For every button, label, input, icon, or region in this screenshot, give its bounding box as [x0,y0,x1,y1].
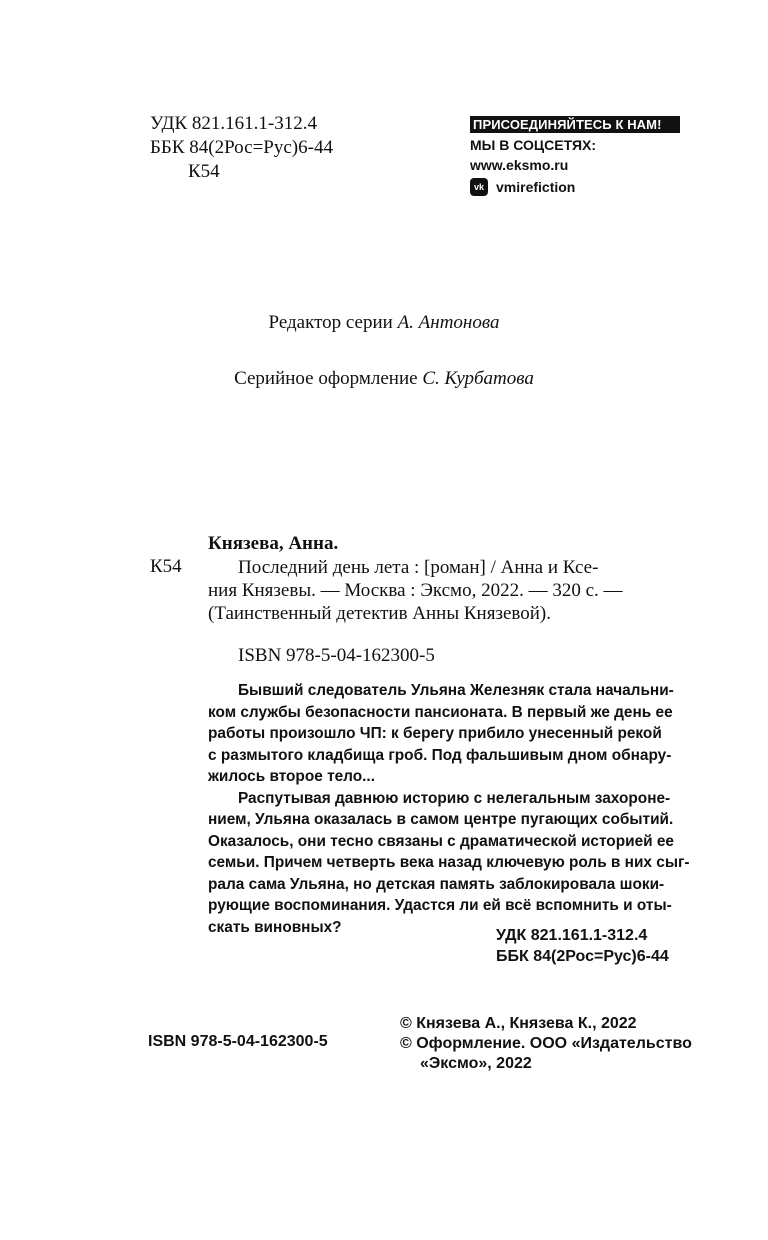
design-credit [0,368,768,390]
footer-udk: УДК 821.161.1-312.4 [496,927,648,944]
editor-label: Редактор серии [268,312,393,333]
biblio-description [208,556,672,625]
bbk-code: ББК 84(2Рос=Рус)6-44 [150,137,333,158]
vk-link[interactable] [470,178,680,196]
vk-icon: vk [470,178,488,196]
isbn-footer: ISBN 978-5-04-162300-5 [148,1033,328,1050]
copyright-line: © Оформление. ООО «Издательство [400,1035,692,1052]
copyright-line: © Князева А., Князева К., 2022 [400,1015,637,1032]
vk-handle: vmirefiction [496,179,576,195]
copyright-line: «Эксмо», 2022 [420,1055,532,1072]
footer-bbk: ББК 84(2Рос=Рус)6-44 [496,948,669,965]
annotation-line: скать виновных? [208,918,342,936]
social-subtitle: МЫ В СОЦСЕТЯХ: [470,137,597,153]
design-label: Серийное оформление [234,368,418,389]
annotation-line: с размытого кладбища гроб. Под фальшивым дном обнару- [208,746,672,764]
footer-codes [496,925,669,967]
design-name: С. Курбатова [422,368,534,389]
site-link[interactable]: www.eksmo.ru [470,157,569,173]
author-heading: Князева, Анна. [208,533,339,554]
annotation-line: работы произошло ЧП: к берегу прибило унесенный рекой [208,725,662,742]
social-block [470,116,680,196]
annotation-line: нием, Ульяна оказалась в самом центре пугающих событий. [208,811,674,828]
annotation-line: рала сама Ульяна, но детская память заблокировала шоки- [208,875,665,893]
biblio-line: Последний день лета : [роман] / Анна и Ксе- [238,557,599,578]
biblio-mark: К54 [150,556,182,577]
udk-code: УДК 821.161.1-312.4 [150,113,317,134]
annotation-line: ком службы безопасности пансионата. В первый же день ее [208,703,673,721]
annotation-line: рующие воспоминания. Удастся ли ей всё вспомнить и оты- [208,897,672,914]
annotation-line: семьи. Причем четверть века назад ключевую роль в них сыг- [208,854,690,871]
editor-credit [0,312,768,334]
biblio-line: ния Князевы. — Москва : Эксмо, 2022. — 320 с. — [208,580,623,601]
isbn: ISBN 978-5-04-162300-5 [238,645,435,666]
copyright-block [400,1014,692,1074]
annotation-line: жилось второе тело... [208,768,375,785]
join-banner: ПРИСОЕДИНЯЙТЕСЬ К НАМ! [470,116,680,133]
classification-codes [150,112,333,184]
biblio-line: (Таинственный детектив Анны Князевой). [208,603,551,624]
annotation-line: Бывший следователь Ульяна Железняк стала начальни- [238,682,674,699]
annotation [208,680,690,938]
editor-name: А. Антонова [397,312,500,333]
annotation-line: Распутывая давнюю историю с нелегальным захороне- [238,789,671,807]
annotation-line: Оказалось, они тесно связаны с драматической историей ее [208,832,674,850]
author-mark: К54 [188,161,220,182]
